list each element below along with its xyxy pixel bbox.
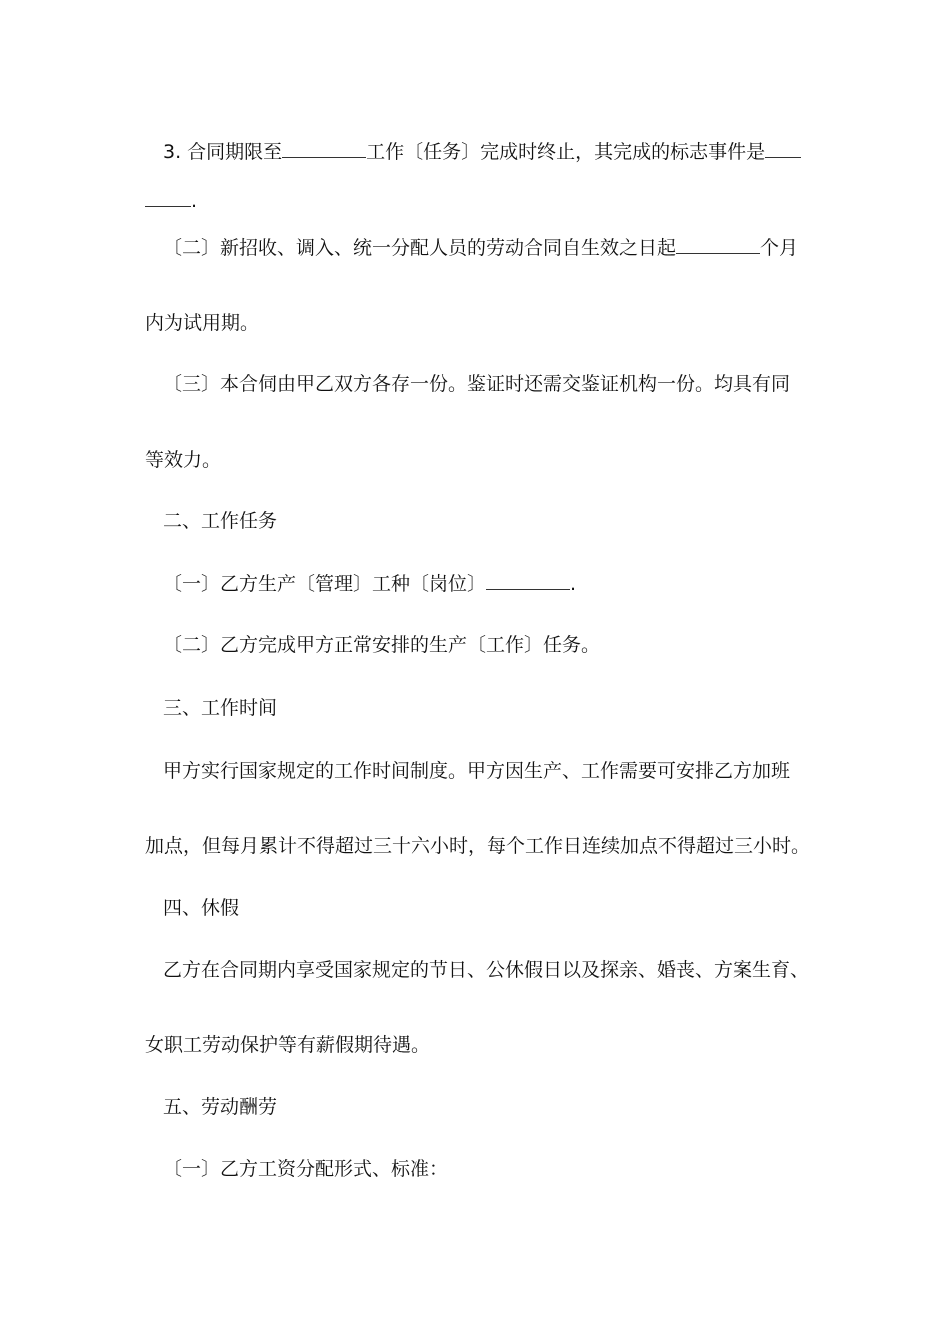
blank-field[interactable] [145, 188, 191, 207]
paragraph-wage-form: 〔一〕乙方工资分配形式、标准： [163, 1158, 449, 1180]
paragraph-copies: 〔三〕本合伺由甲乙双方各存一份。鉴证时还需交鉴证机构一份。均具有同 [163, 373, 791, 395]
section-heading-leave: 四、休假 [163, 897, 240, 919]
paragraph-tasks: 〔二〕乙方完成甲方正常安排的生产〔工作〕任务。 [163, 634, 601, 656]
paragraph-job-type: 〔一〕乙方生产〔管理〕工种〔岗位〕 . [163, 573, 577, 595]
paragraph-leave-cont: 女职工劳动保护等有薪假期待遇。 [145, 1034, 431, 1056]
blank-field[interactable] [282, 139, 366, 158]
section-heading-remuneration: 五、劳动酬劳 [163, 1096, 278, 1118]
paragraph-term-end: 3. 合同期限至 工作〔任务〕完成时终止，其完成的标志事件是 [163, 139, 801, 164]
paragraph-probation: 〔二〕新招收、调入、统一分配人员的劳动合同自生效之日起 个月 [163, 237, 799, 259]
paragraph-term-end-cont: . [145, 188, 197, 213]
paragraph-copies-cont: 等效力。 [145, 449, 222, 471]
section-heading-work-time: 三、工作时间 [163, 697, 278, 719]
section-heading-work-tasks: 二、工作任务 [163, 510, 278, 532]
paragraph-work-time-cont: 加点，但每月累计不得超过三十六小时，每个工作日连续加点不得超过三小时。 [145, 835, 811, 857]
blank-field[interactable] [676, 235, 760, 254]
paragraph-work-time: 甲方实行国家规定的工作时间制度。甲方因生产、工作需要可安排乙方加班 [163, 760, 791, 782]
paragraph-leave: 乙方在合同期内享受国家规定的节日、公休假日以及探亲、婚丧、方案生育、 [163, 959, 810, 981]
blank-field[interactable] [486, 571, 570, 590]
blank-field[interactable] [765, 139, 801, 158]
paragraph-probation-cont: 内为试用期。 [145, 312, 260, 334]
